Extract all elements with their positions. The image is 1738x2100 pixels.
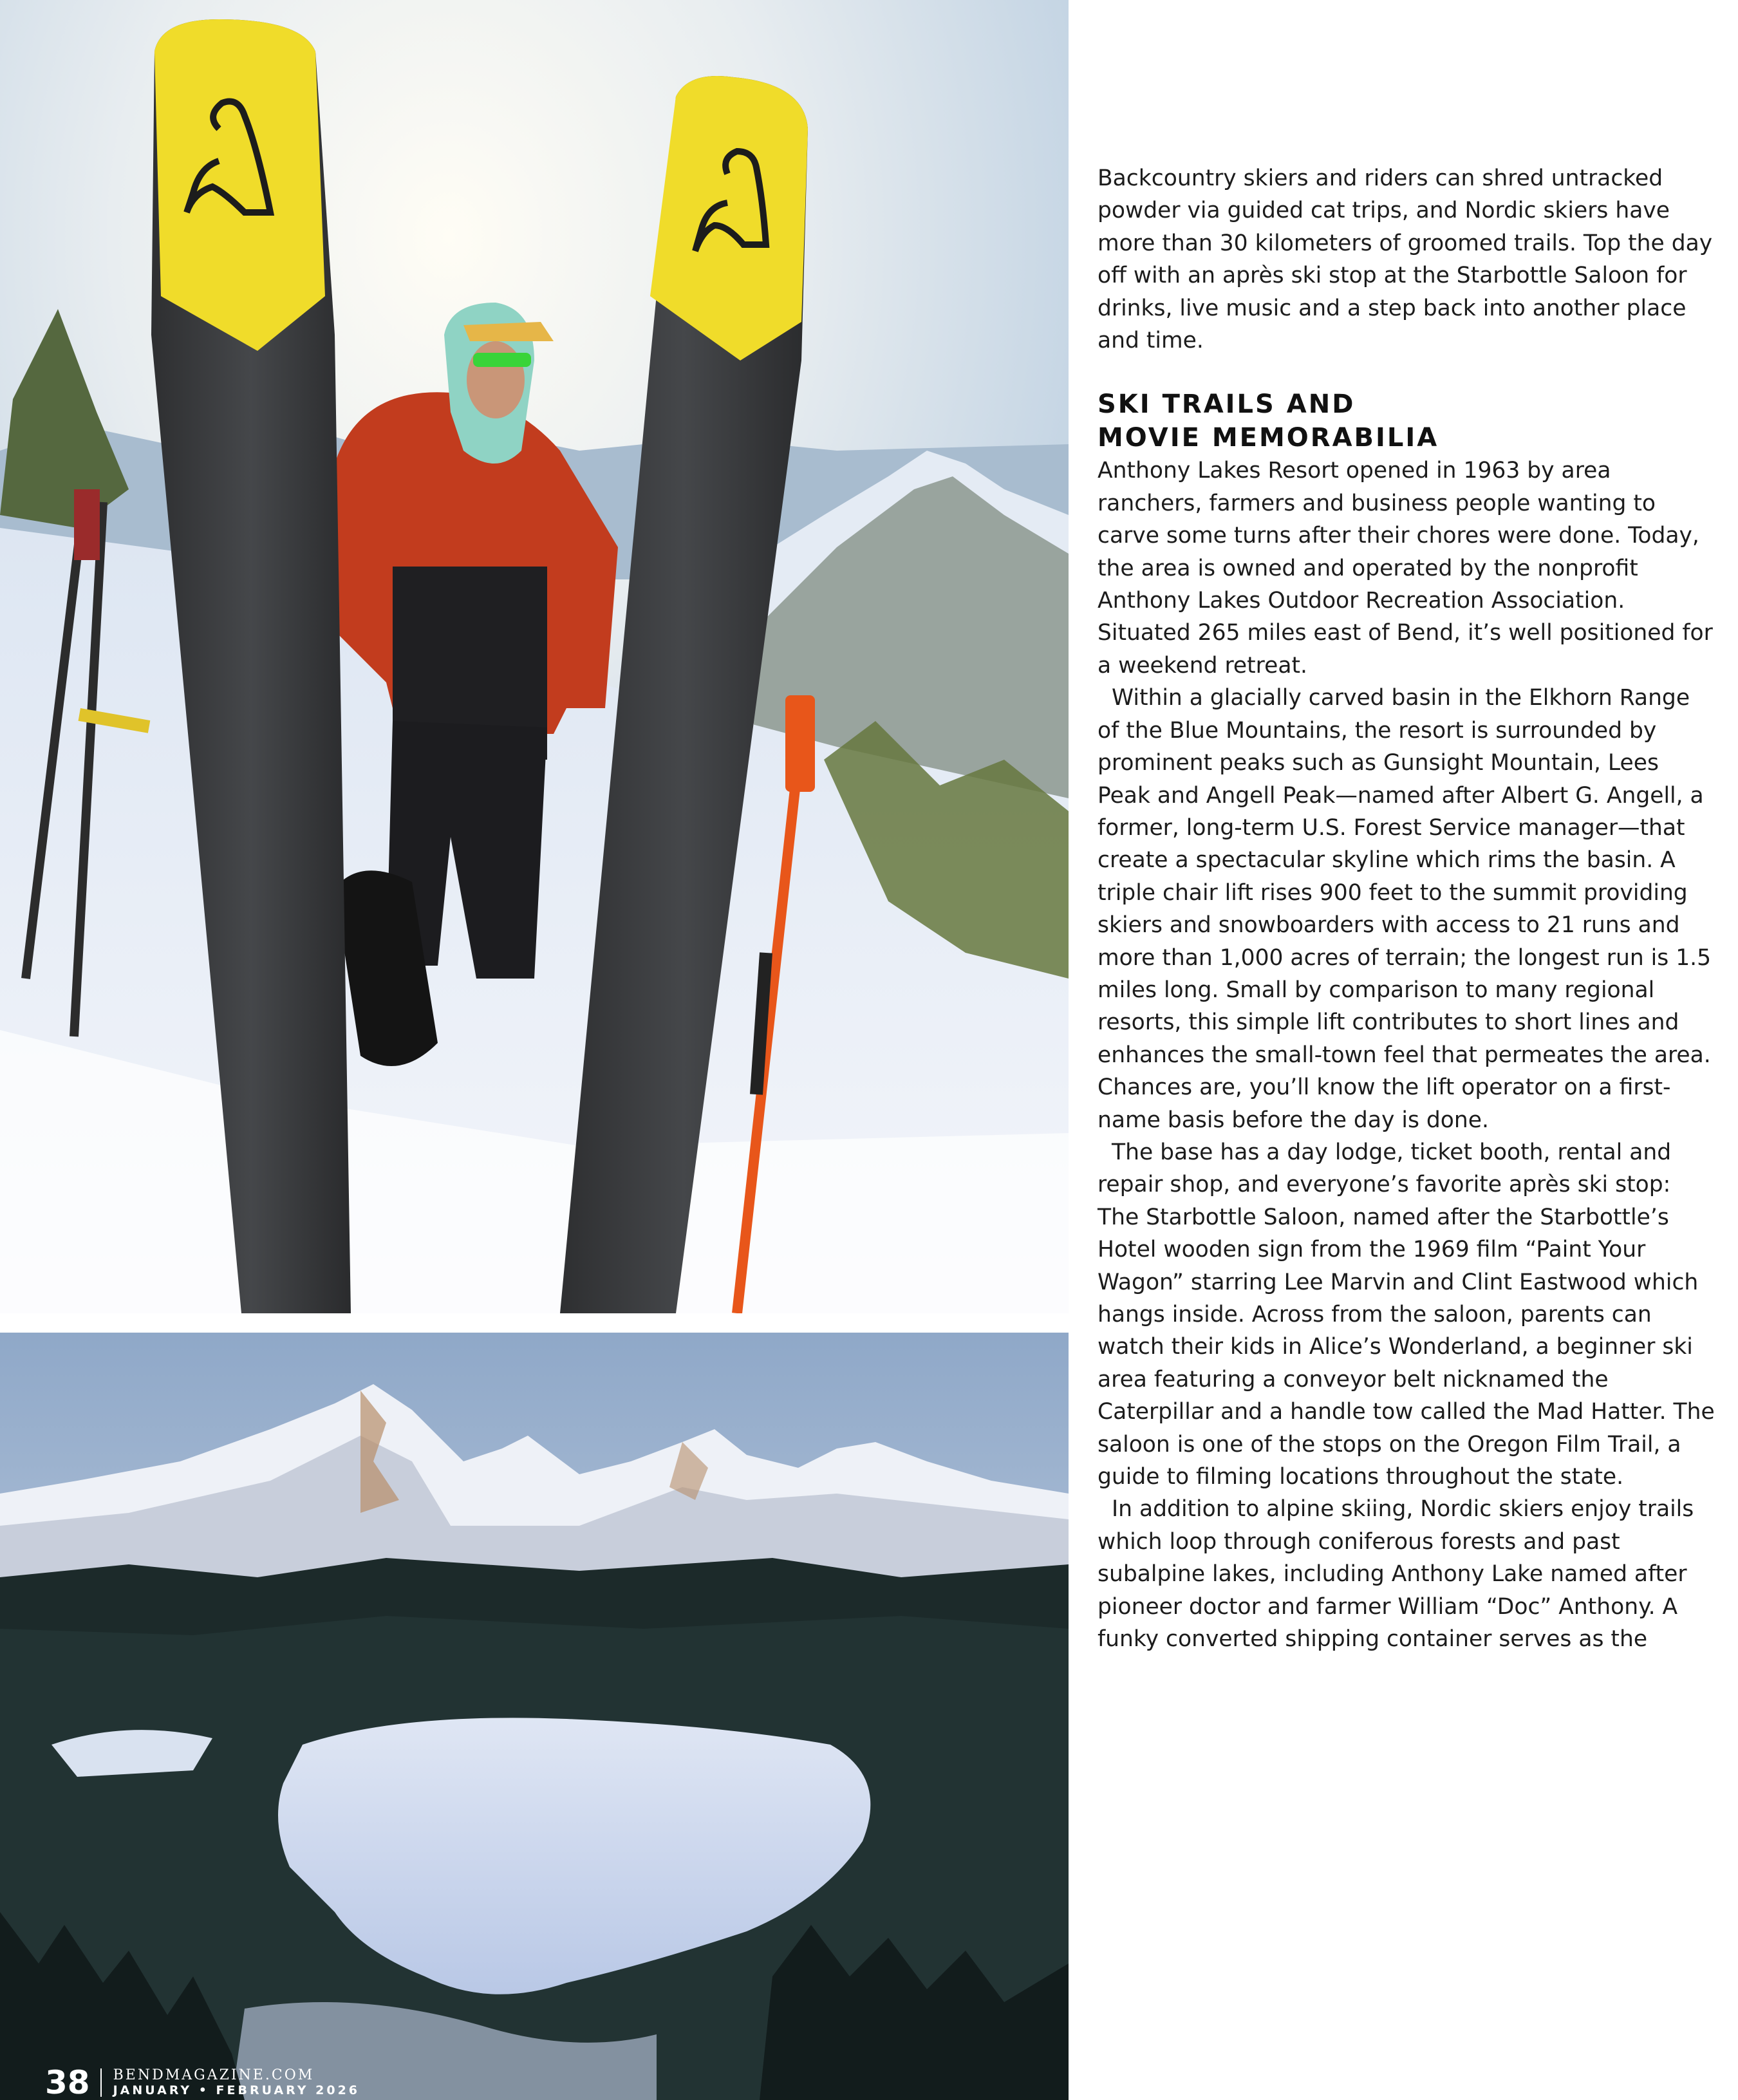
- lake-photo-illustration: [0, 1333, 1069, 2100]
- body-paragraph-1: Anthony Lakes Resort opened in 1963 by area ranchers, farmers and business people wanting to carve some turns after their chores were done. Today, the area is owned and operated by the nonprofit Anthony Lakes Outdoor Recreation Association. Situated 265 miles east of Bend, it’s well positioned for a weekend retreat.: [1098, 458, 1713, 679]
- section-heading: [1098, 388, 1715, 455]
- intro-paragraph: Backcountry skiers and riders can shred untracked powder via guided cat trips, and Nordic skiers have more than 30 kilometers of groomed trails. Top the day off with an après ski stop at the Starbottle Saloon for drinks, live music and a step back into another place and time.: [1098, 165, 1713, 354]
- article-column: [1098, 162, 1715, 1655]
- body-paragraph-2: Within a glacially carved basin in the Elkhorn Range of the Blue Mountains, the resort is surrounded by prominent peaks such as Gunsight Mountain, Lees Peak and Angell Peak—named after Albert G. Angell, a former, long-term U.S. Forest Service manager—that create a spectacular skyline which rims the basin. A triple chair lift rises 900 feet to the summit providing skiers and snowboarders with access to 21 runs and more than 1,000 acres of terrain; the longest run is 1.5 miles long. Small by comparison to many regional resorts, this simple lift contributes to short lines and enhances the small-town feel that permeates the area. Chances are, you’ll know the lift operator on a first-name basis before the day is done.: [1098, 685, 1712, 1133]
- folio: [45, 2064, 360, 2100]
- skier-photo: [0, 0, 1069, 1313]
- heading-line-2: MOVIE MEMORABILIA: [1098, 423, 1439, 453]
- page-number: 38: [45, 2064, 90, 2100]
- website-link[interactable]: BENDMAGAZINE.COM: [113, 2067, 315, 2083]
- body-paragraph-3: The base has a day lodge, ticket booth, rental and repair shop, and everyone’s favorite après ski stop: The Starbottle Saloon, named after the Starbottle’s Hotel wooden sign from the 1969 film “Paint Your Wagon” starring Lee Marvin and Clint Eastwood which hangs inside. Across from the saloon, parents can watch their kids in Alice’s Wonderland, a beginner ski area featuring a conveyor belt nicknamed the Caterpillar and a handle tow called the Mad Hatter. The saloon is one of the stops on the Oregon Film Trail, a guide to filming locations throughout the state.: [1098, 1139, 1715, 1490]
- folio-divider: [100, 2068, 102, 2097]
- skier-photo-illustration: [0, 0, 1069, 1313]
- heading-line-1: SKI TRAILS AND: [1098, 389, 1356, 420]
- folio-meta: [113, 2068, 360, 2098]
- issue-date: JANUARY • FEBRUARY 2026: [113, 2083, 360, 2097]
- lake-photo: [0, 1333, 1069, 2100]
- body-paragraph-4: In addition to alpine skiing, Nordic skiers enjoy trails which loop through coniferous forests and past subalpine lakes, including Anthony Lake named after pioneer doctor and farmer William “Doc” Anthony. A funky converted shipping container serves as the: [1098, 1496, 1694, 1653]
